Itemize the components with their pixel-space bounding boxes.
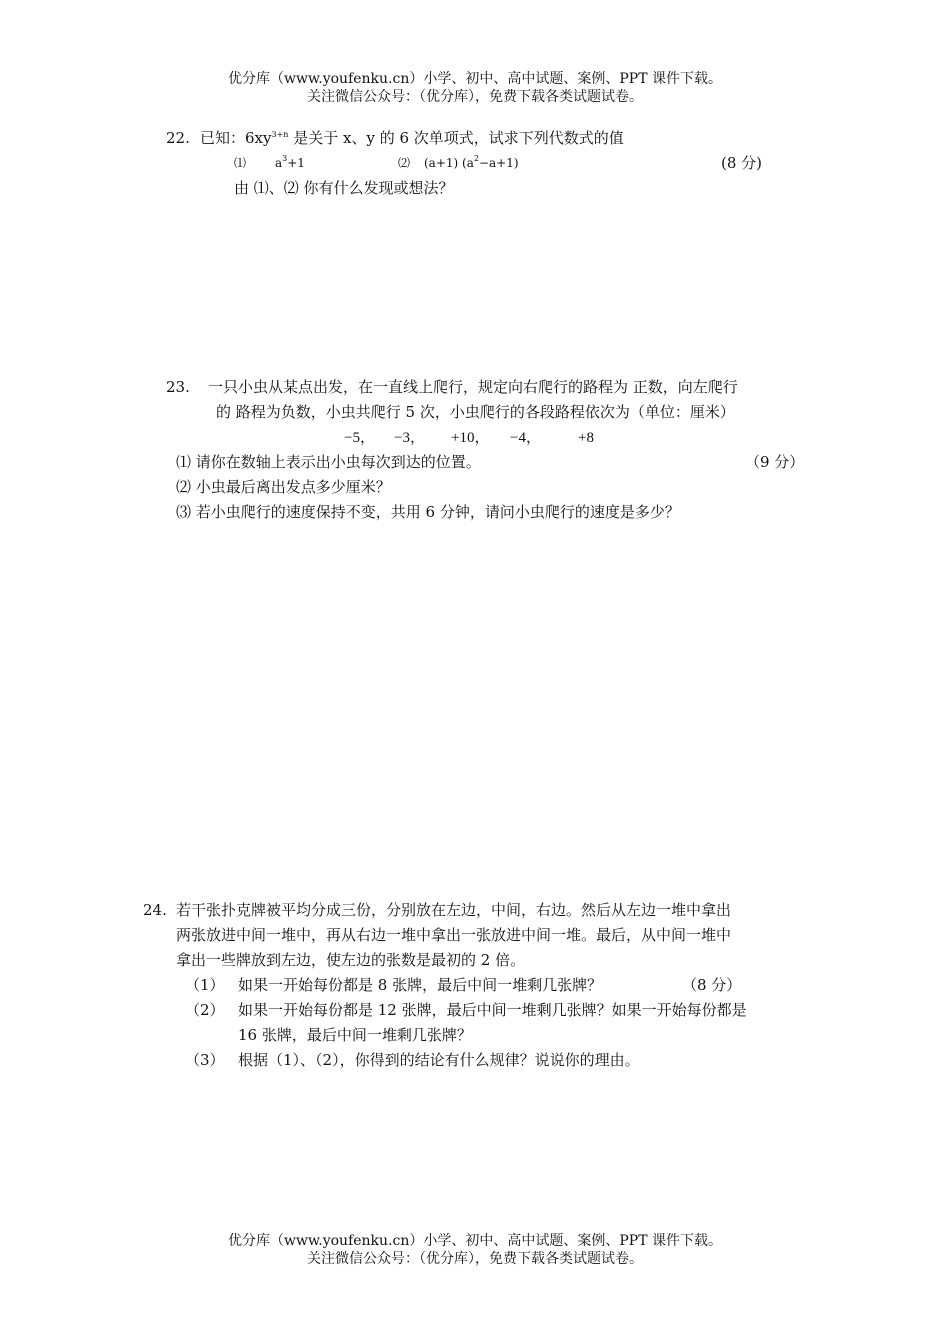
q23-sub-3: ⑶ 若小虫爬行的速度保持不变，共用 6 分钟，请问小虫爬行的速度是多少？ [176,503,680,521]
q22-part2-sup: 2 [473,154,479,163]
q23-sub-2: ⑵ 小虫最后离出发点多少厘米？ [176,478,391,496]
q24-score: （8 分） [682,976,742,994]
q22-followup: 由 ⑴、⑵ 你有什么发现或想法？ [234,179,454,197]
q24-number: 24. [143,901,167,919]
q22-part2-label: ⑵ [398,156,411,170]
footer-line-1: 优分库（www.youfenku.cn）小学、初中、高中试题、案例、PPT 课件下载。 [227,1233,722,1249]
q24-sub-1-label: （1） [185,976,225,994]
header-line-2: 关注微信公众号：（优分库），免费下载各类试题试卷。 [307,89,643,105]
q22-part1-label: ⑴ [234,156,247,170]
q23-sub-1: ⑴ 请你在数轴上表示出小虫每次到达的位置。 [176,453,481,471]
q23-value: −4， [510,430,541,446]
q23-line-2: 的 路程为负数，小虫共爬行 5 次，小虫爬行的各段路程依次为（单位：厘米） [216,403,735,421]
q24-sub-1-text: 如果一开始每份都是 8 张牌，最后中间一堆剩几张牌？ [238,976,603,994]
q22-part2-expr [424,153,519,173]
q23-value: −5， [344,430,375,446]
q24-sub-3-label: （3） [185,1051,225,1069]
q22-part1-sup: 3 [282,154,288,163]
q22-stem-sup: 3+n [271,130,289,139]
q22-part2-post: −a+1) [478,156,519,170]
q23-score: （9 分） [745,453,805,471]
q22-part1-expr [275,153,305,173]
q24-sub-3-text: 根据（1）、（2），你得到的结论有什么规律？说说你的理由。 [238,1051,640,1069]
q24-line-3: 拿出一些牌放到左边，使左边的张数是最初的 2 倍。 [176,951,526,969]
q24-line-1: 若干张扑克牌被平均分成三份，分别放在左边，中间，右边。然后从左边一堆中拿出 [176,901,732,919]
q22-stem [200,128,624,148]
q22-part1-post: +1 [287,156,305,170]
q23-value: +10， [451,430,490,446]
q22-number: 22. [166,129,190,147]
q23-value: −3， [394,430,425,446]
q24-line-2: 两张放进中间一堆中，再从右边一堆中拿出一张放进中间一堆。最后，从中间一堆中 [176,926,732,944]
q24-sub-2-text-a: 如果一开始每份都是 12 张牌，最后中间一堆剩几张牌？如果一开始每份都是 [238,1001,747,1019]
footer-line-2: 关注微信公众号：（优分库），免费下载各类试题试卷。 [307,1251,643,1267]
q22-score: (8 分) [721,154,763,172]
q22-stem-post: 是关于 x、y 的 6 次单项式，试求下列代数式的值 [293,129,624,147]
q23-value: +8 [578,430,594,446]
q24-sub-2-label: （2） [185,1001,225,1019]
header-line-1: 优分库（www.youfenku.cn）小学、初中、高中试题、案例、PPT 课件下载。 [227,71,722,87]
q23-line-1: 一只小虫从某点出发，在一直线上爬行，规定向右爬行的路程为 正数，向左爬行 [208,378,738,396]
q23-number: 23. [166,378,190,396]
q22-part1-base: a [275,156,283,170]
q22-stem-pre: 已知：6xy [200,129,272,147]
q22-part2-pre: (a+1) (a [424,156,474,170]
q24-sub-2-text-b: 16 张牌，最后中间一堆剩几张牌？ [238,1026,472,1044]
